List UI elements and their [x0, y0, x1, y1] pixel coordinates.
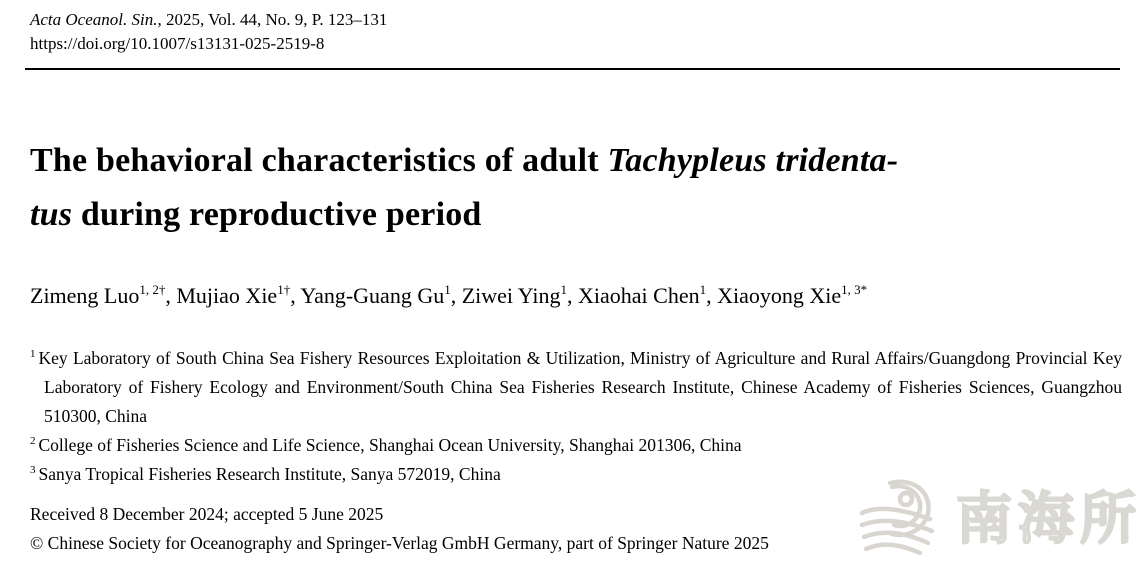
- authors-line: [30, 281, 1140, 311]
- doi-link[interactable]: https://doi.org/10.1007/s13131-025-2519-8: [30, 34, 325, 53]
- author-name: Mujiao Xie: [176, 283, 278, 308]
- author-separator: ,: [706, 283, 718, 308]
- copyright-line: © Chinese Society for Oceanography and Springer-Verlag GmbH Germany, part of Springer Nature 2025: [30, 533, 769, 553]
- header-divider-rule: [25, 68, 1120, 70]
- author-name: Zimeng Luo: [30, 283, 140, 308]
- author-superscript: 1, 2†: [139, 281, 166, 297]
- title-species-name: tus: [30, 196, 73, 233]
- watermark-text: 南海所: [956, 486, 1142, 552]
- author-name: Xiaoyong Xie: [717, 283, 842, 308]
- journal-header: [30, 8, 387, 56]
- author-superscript: 1: [560, 281, 568, 297]
- author-name: Ziwei Ying: [461, 283, 561, 308]
- title-text: during reproductive period: [72, 196, 482, 233]
- affiliation-text: College of Fisheries Science and Life Science, Shanghai Ocean University, Shanghai 201306, China: [38, 435, 742, 455]
- page-title-line1: [30, 134, 1120, 188]
- journal-citation-line: [30, 8, 387, 32]
- affiliation-item: [30, 460, 1122, 489]
- author: [578, 283, 717, 308]
- author-separator: ,: [290, 283, 301, 308]
- affiliation-marker: 1: [30, 348, 36, 361]
- author-separator: ,: [567, 283, 579, 308]
- author-superscript: 1: [444, 281, 451, 297]
- affiliation-text: Sanya Tropical Fisheries Research Institute, Sanya 572019, China: [38, 464, 501, 484]
- author: [176, 283, 300, 308]
- author: [462, 283, 578, 308]
- author: [300, 283, 461, 308]
- author: [717, 283, 867, 308]
- author-superscript: 1: [699, 281, 707, 297]
- title-species-name: Tachypleus tridenta-: [607, 142, 899, 179]
- affiliations-block: [30, 344, 1122, 489]
- author-name: Xiaohai Chen: [578, 283, 700, 308]
- affiliation-item: [30, 344, 1122, 431]
- title-text: The behavioral characteristics of adult: [30, 142, 608, 179]
- author: [30, 283, 176, 308]
- journal-name: Acta Oceanol. Sin.: [30, 10, 158, 29]
- journal-citation: , 2025, Vol. 44, No. 9, P. 123–131: [157, 10, 388, 29]
- author-separator: ,: [450, 283, 462, 308]
- affiliation-item: [30, 431, 1122, 460]
- affiliation-marker: 2: [30, 435, 36, 448]
- author-name: Yang-Guang Gu: [300, 283, 445, 308]
- affiliation-marker: 3: [30, 464, 36, 477]
- author-separator: ,: [165, 283, 177, 308]
- page-title-line2: [30, 188, 1120, 242]
- author-superscript: 1†: [277, 281, 291, 297]
- received-accepted-line: Received 8 December 2024; accepted 5 June 2025: [30, 504, 384, 524]
- page-title: [30, 134, 1120, 242]
- author-superscript: 1, 3*: [841, 281, 868, 297]
- affiliation-text: Key Laboratory of South China Sea Fishery Resources Exploitation & Utilization, Ministry of Agriculture and Rural Affairs/Guangdong Provincial Key Laboratory of Fishery Ecology and Environment/South China Sea Fisheries Research Institute, Chinese Academy of Fisheries Sciences, Guangzhou 510300, China: [38, 348, 1122, 426]
